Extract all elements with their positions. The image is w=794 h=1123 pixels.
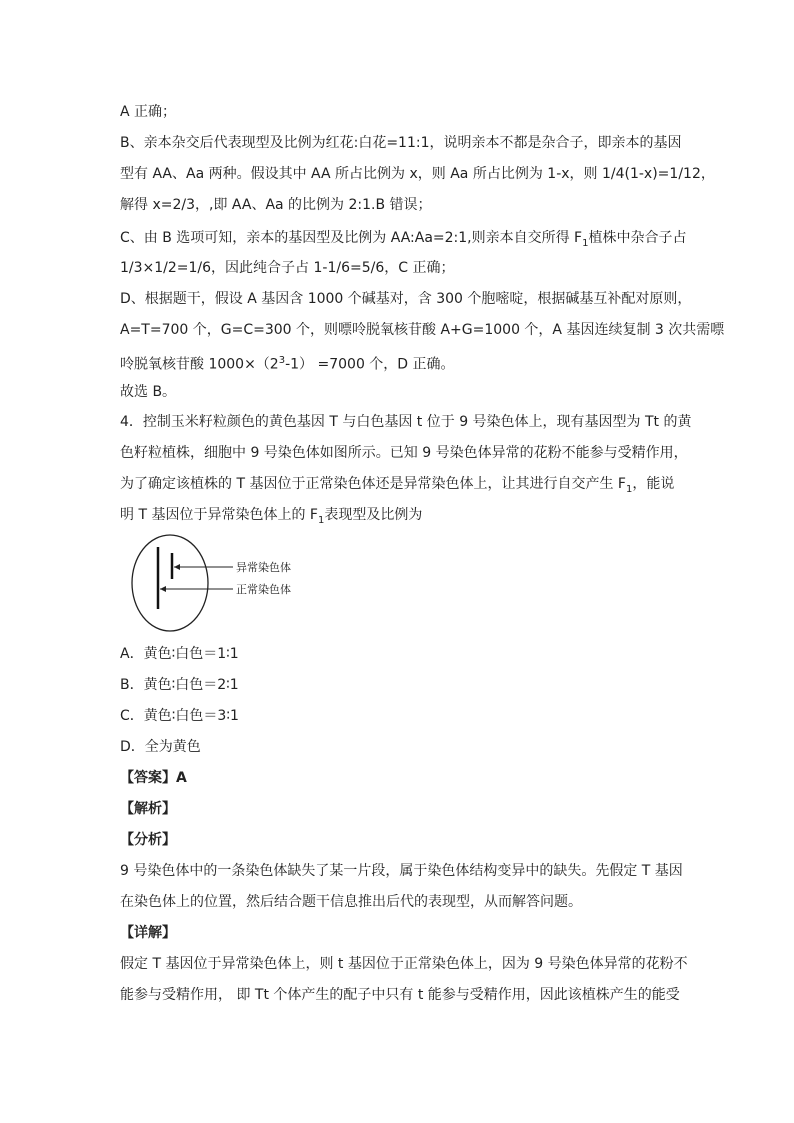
question-line [120,474,674,500]
section-jiexi: 【解析】 [120,801,176,817]
superscript: 3 [278,355,286,366]
analysis-line: 9 号染色体中的一条染色体缺失了某一片段，属于染色体结构变异中的缺失。先假定 T 基因 [120,863,683,879]
text-segment: 明 T 基因位于异常染色体上的 F [120,507,318,523]
text-line: B、亲本杂交后代表现型及比例为红花:白花=11:1，说明亲本不都是杂合子，即亲本的基因 [120,135,682,151]
text-line: 解得 x=2/3，,即 AA、Aa 的比例为 2:1.B 错误； [120,197,432,213]
answer-value: A [176,770,187,786]
normal-arrow-icon [160,586,166,592]
abnormal-chromosome-label: 异常染色体 [236,561,291,574]
detail-line: 假定 T 基因位于异常染色体上，则 t 基因位于正常染色体上，因为 9 号染色体异常的花粉不 [120,956,688,972]
text-line: 型有 AA、Aa 两种。假设其中 AA 所占比例为 x，则 Aa 所占比例为 1-x，则 1/4(1-x)=1/12， [120,166,715,182]
text-segment: C、由 B 选项可知，亲本的基因型及比例为 AA:Aa=2:1,则亲本自交所得 F [120,230,583,246]
option-d: D．全为黄色 [120,739,201,755]
answer-line [120,768,187,788]
detail-line: 能参与受精作用， 即 Tt 个体产生的配子中只有 t 能参与受精作用，因此该植株产生的能受 [120,987,680,1003]
option-c: C．黄色∶白色＝3∶1 [120,708,239,724]
text-line: 故选 B。 [120,384,177,400]
subscript: 1 [582,237,589,249]
question-line: 4．控制玉米籽粒颜色的黄色基因 T 与白色基因 t 位于 9 号染色体上，现有基因型为 Tt 的黄 [120,414,692,430]
analysis-line: 在染色体上的位置，然后结合题干信息推出后代的表现型，从而解答问题。 [120,894,582,910]
text-line: D、根据题干，假设 A 基因含 1000 个碱基对，含 300 个胞嘧啶，根据碱基互补配对原则， [120,291,692,307]
text-segment: -1） =7000 个，D 正确。 [285,356,455,373]
text-segment: 呤脱氧核苷酸 1000×（2 [120,356,279,373]
text-line [120,351,455,375]
text-line: 1/3×1/2=1/6，因此纯合子占 1-1/6=5/6，C 正确； [120,260,455,276]
section-xiangjie: 【详解】 [120,925,176,941]
section-fenxi: 【分析】 [120,832,176,848]
normal-chromosome-label: 正常染色体 [236,583,291,596]
text-line: A=T=700 个，G=C=300 个，则嘌呤脱氧核苷酸 A+G=1000 个，A 基因连续复制 3 次共需嘌 [120,322,725,338]
question-line: 色籽粒植株，细胞中 9 号染色体如图所示。已知 9 号染色体异常的花粉不能参与受精作用， [120,445,688,461]
text-segment: 植株中杂合子占 [588,230,687,246]
option-a: A．黄色∶白色＝1∶1 [120,646,239,662]
text-segment: 为了确定该植株的 T 基因位于正常染色体还是异常染色体上，让其进行自交产生 F [120,476,626,492]
question-line [120,505,422,531]
subscript: 1 [625,483,633,495]
cell-outline [132,535,208,631]
option-b: B．黄色∶白色＝2∶1 [120,677,239,693]
text-segment: 表现型及比例为 [324,507,423,523]
text-line [120,228,687,254]
text-segment: ，能说 [632,476,675,492]
text-line: A 正确； [120,104,177,120]
answer-label: 【答案】 [120,770,176,786]
abnormal-arrow-icon [174,564,180,570]
chromosome-diagram [130,533,310,633]
subscript: 1 [317,514,325,526]
